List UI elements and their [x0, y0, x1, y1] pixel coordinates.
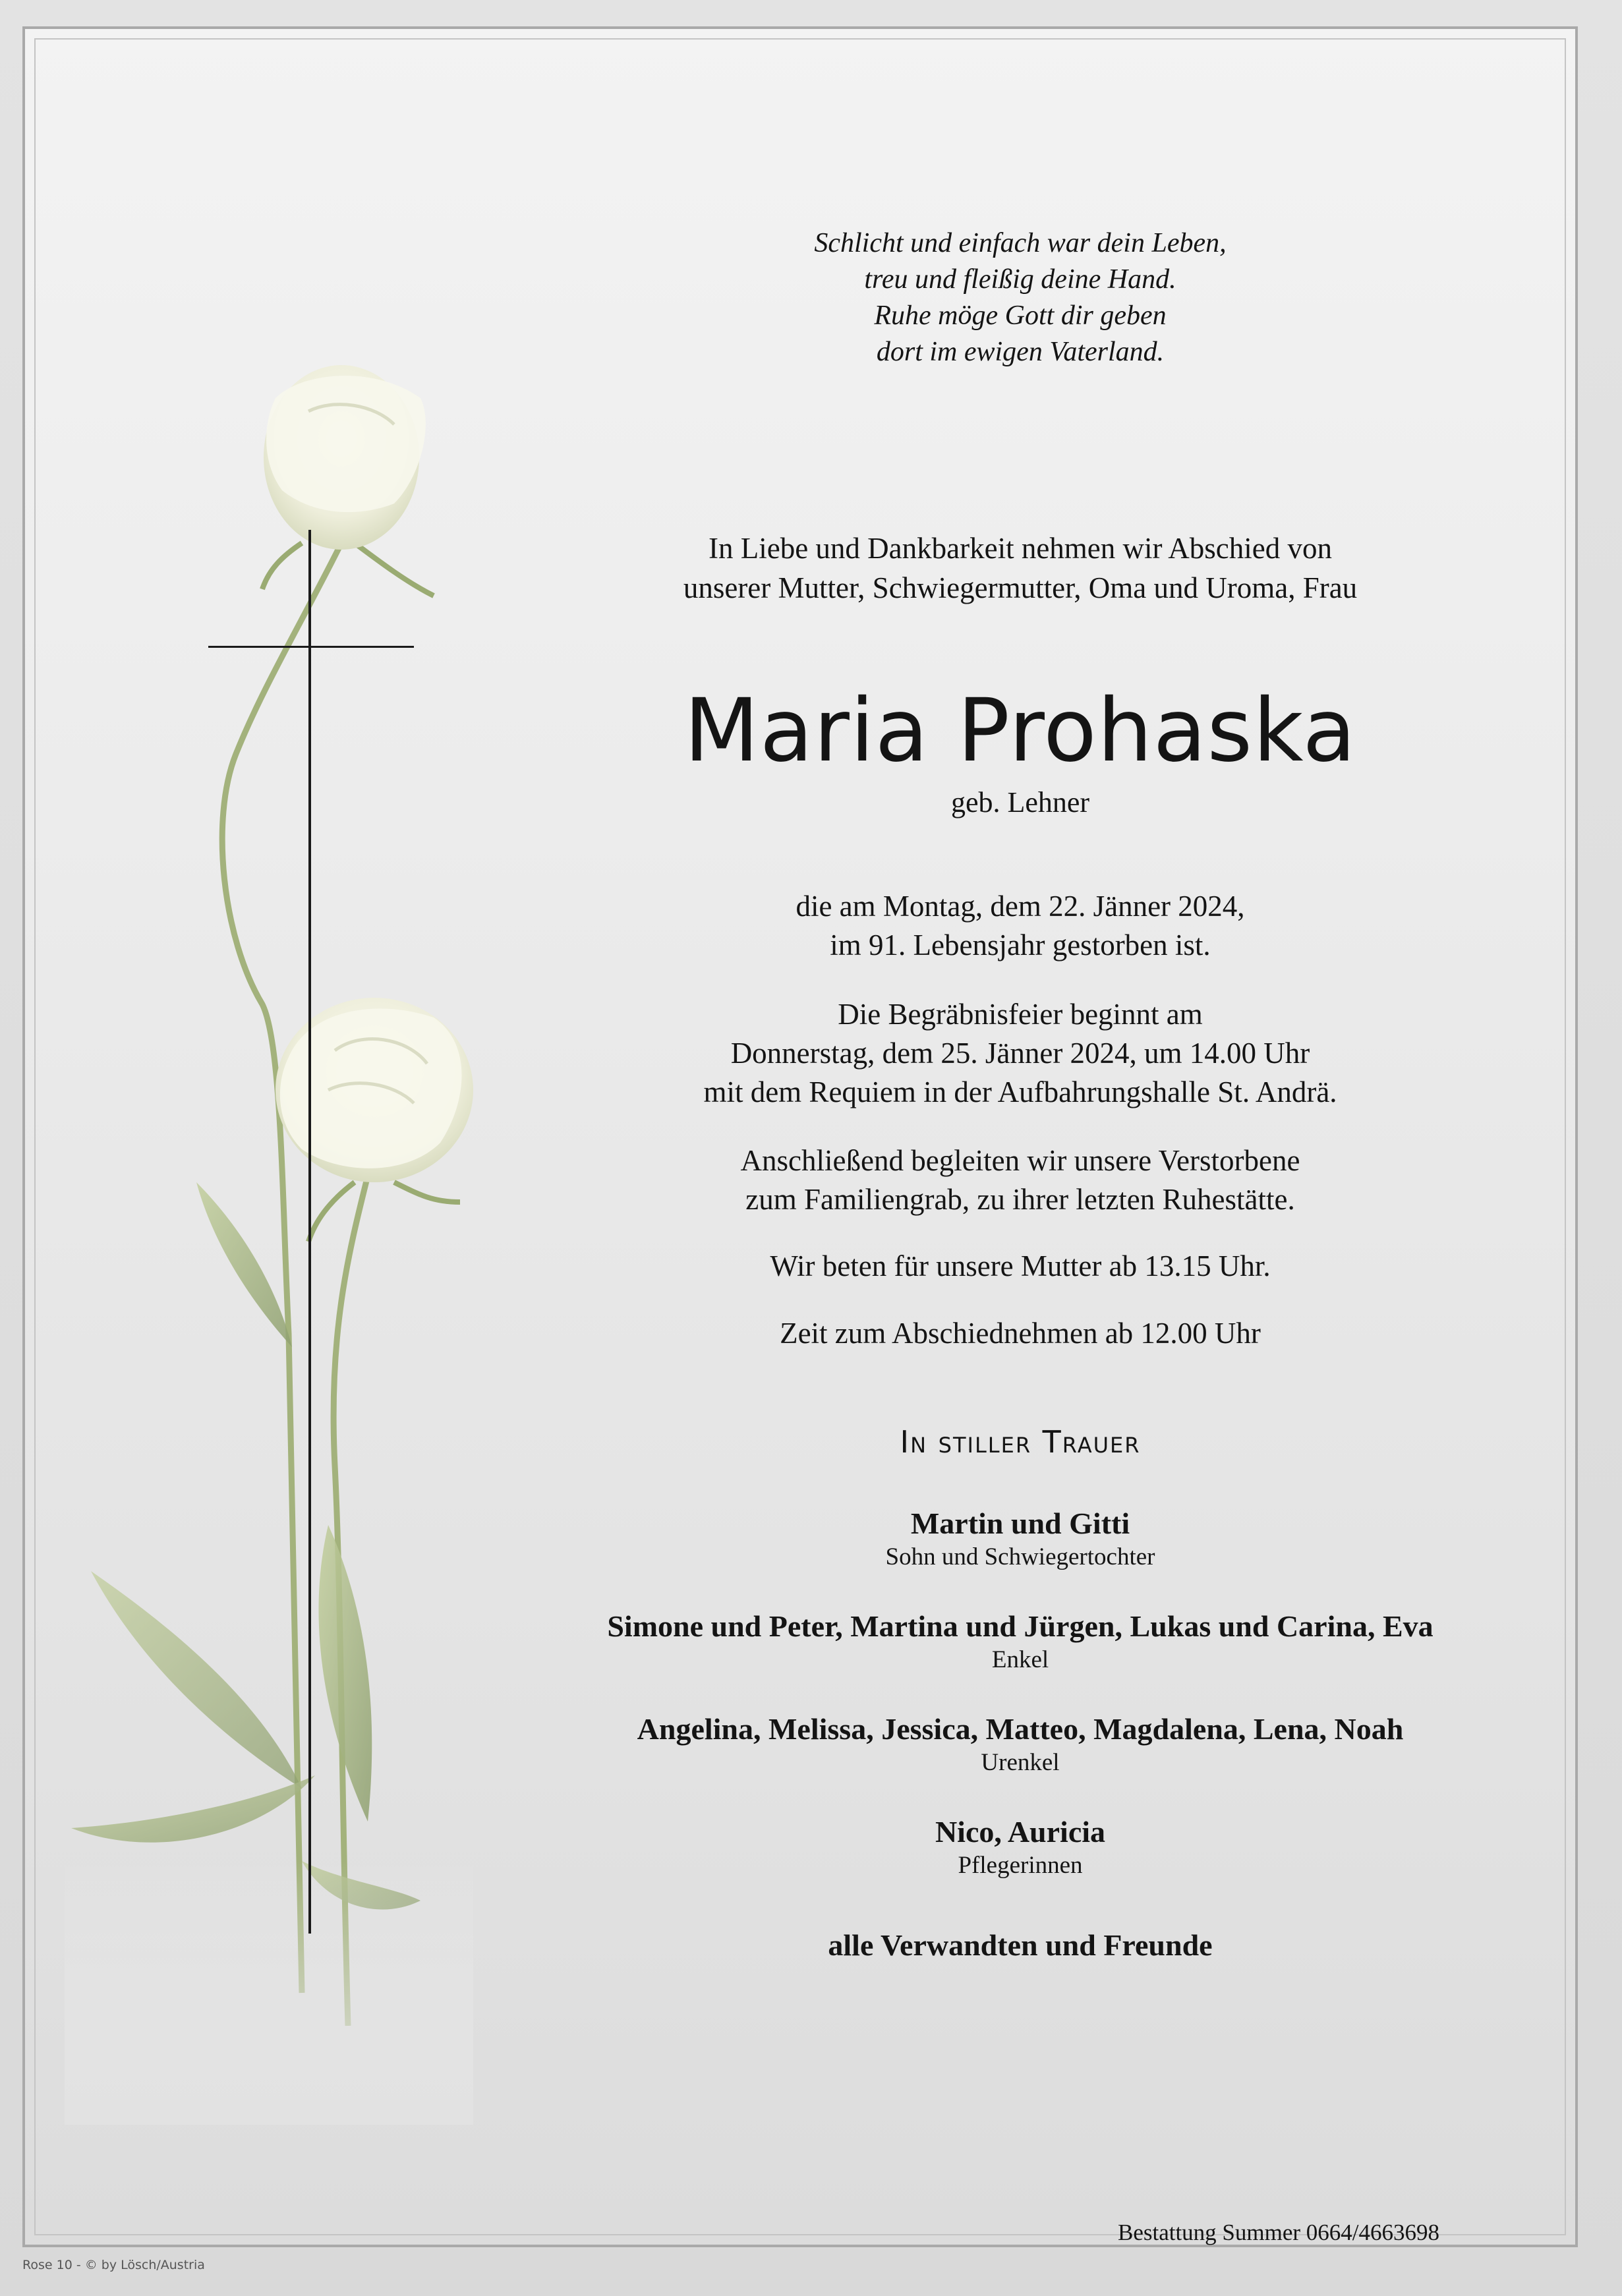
- intro-line: unserer Mutter, Schwiegermutter, Oma und Uroma, Frau: [683, 571, 1358, 604]
- funeral-line: mit dem Requiem in der Aufbahrungshalle St. Andrä.: [703, 1076, 1337, 1108]
- death-line: im 91. Lebensjahr gestorben ist.: [830, 929, 1211, 961]
- burial-line: zum Familiengrab, zu ihrer letzten Ruhestätte.: [745, 1183, 1295, 1216]
- mourner-group: [526, 1505, 1515, 1572]
- mourner-relation: Sohn und Schwiegertochter: [885, 1543, 1155, 1570]
- death-line: die am Montag, dem 22. Jänner 2024,: [796, 890, 1245, 923]
- funeral-home-contact: Bestattung Summer 0664/4663698: [1117, 2220, 1440, 2245]
- verse-line: treu und fleißig deine Hand.: [864, 264, 1176, 295]
- maiden-name: geb. Lehner: [950, 786, 1090, 818]
- burial-info: [526, 1141, 1515, 1219]
- burial-line: Anschließend begleiten wir unsere Verstorbene: [740, 1144, 1300, 1177]
- mourner-group: [526, 1711, 1515, 1778]
- funeral-line: Donnerstag, dem 25. Jänner 2024, um 14.00 Uhr: [730, 1037, 1310, 1070]
- mourner-relation: Urenkel: [981, 1749, 1060, 1776]
- funeral-line: Die Begräbnisfeier beginnt am: [838, 998, 1203, 1031]
- prayer-time: Wir beten für unsere Mutter ab 13.15 Uhr.: [770, 1249, 1271, 1282]
- memorial-verse: [526, 225, 1515, 370]
- death-info: [526, 887, 1515, 965]
- mourning-heading: In stiller Trauer: [900, 1424, 1141, 1460]
- verse-line: Ruhe möge Gott dir geben: [874, 301, 1167, 331]
- intro-line: In Liebe und Dankbarkeit nehmen wir Abschied von: [709, 532, 1332, 565]
- white-rose-illustration: [65, 345, 473, 2125]
- funeral-info: [526, 995, 1515, 1112]
- verse-line: Schlicht und einfach war dein Leben,: [814, 228, 1227, 258]
- relatives-line: alle Verwandten und Freunde: [828, 1928, 1213, 1962]
- mourner-relation: Pflegerinnen: [958, 1852, 1083, 1879]
- obituary-card: [22, 26, 1578, 2247]
- mourner-names: Angelina, Melissa, Jessica, Matteo, Magdalena, Lena, Noah: [637, 1712, 1404, 1746]
- farewell-intro: [526, 529, 1515, 608]
- mourner-names: Martin und Gitti: [910, 1507, 1130, 1540]
- design-copyright: Rose 10 - © by Lösch/Austria: [22, 2258, 205, 2272]
- viewing-time: Zeit zum Abschiednehmen ab 12.00 Uhr: [780, 1317, 1261, 1350]
- mourner-names: Nico, Auricia: [935, 1815, 1106, 1849]
- mourner-group: [526, 1608, 1515, 1675]
- mourner-relation: Enkel: [991, 1646, 1049, 1673]
- mourner-group: [526, 1814, 1515, 1881]
- cross-vertical-line: [308, 530, 311, 1934]
- verse-line: dort im ewigen Vaterland.: [876, 337, 1165, 367]
- mourner-names: Simone und Peter, Martina und Jürgen, Lukas und Carina, Eva: [607, 1609, 1434, 1643]
- deceased-name: Maria Prohaska: [683, 680, 1357, 782]
- cross-horizontal-line: [208, 646, 414, 648]
